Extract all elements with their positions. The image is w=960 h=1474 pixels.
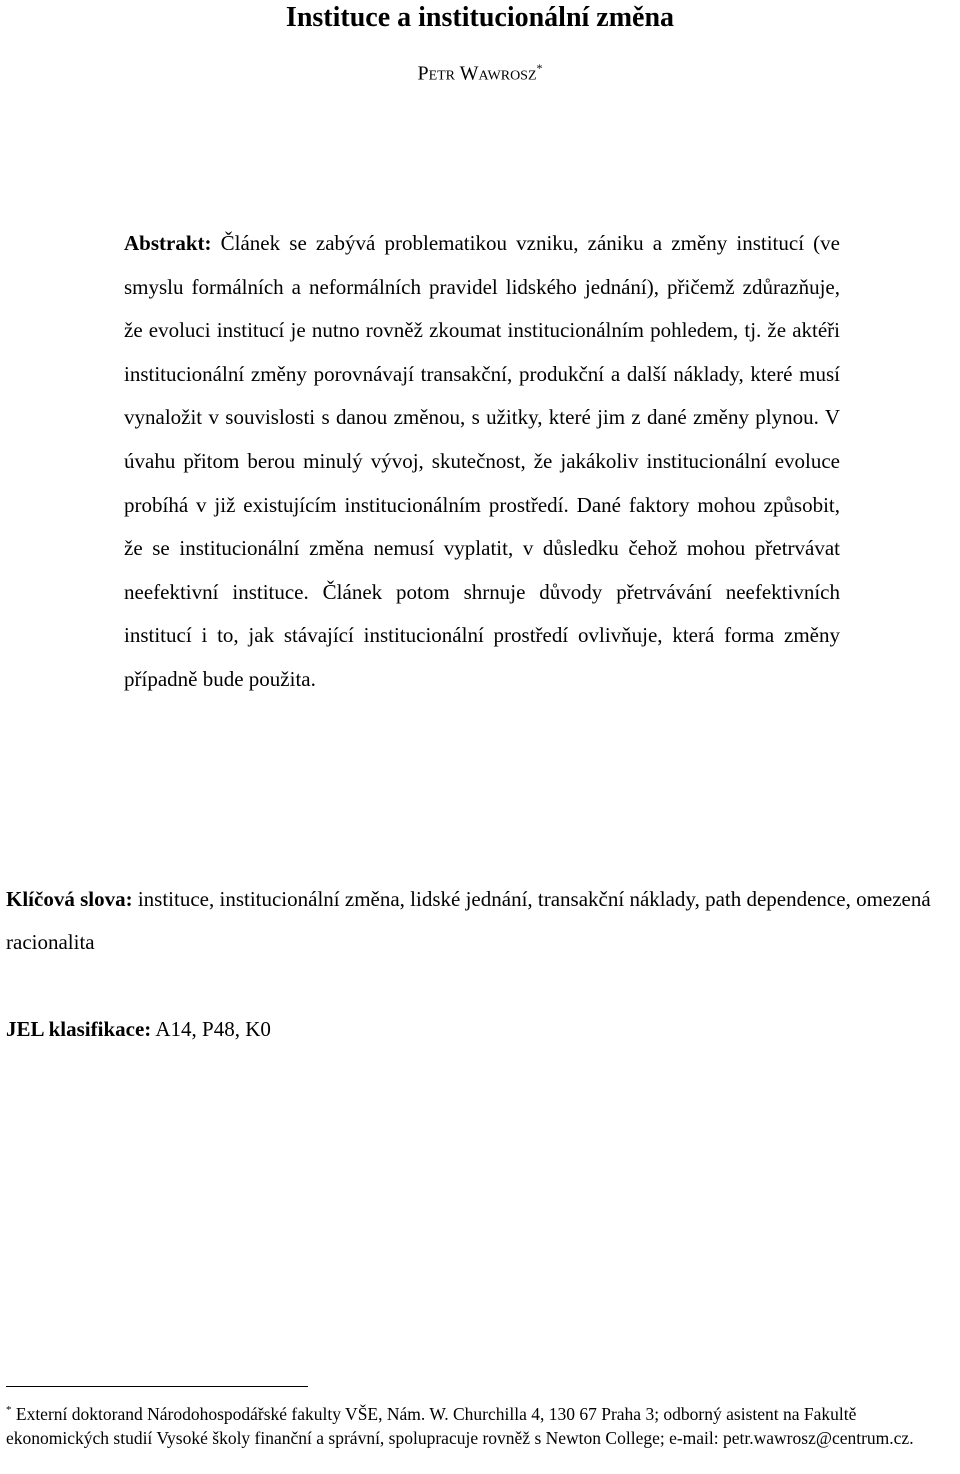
author-footnote-marker[interactable]: * <box>536 61 543 75</box>
paper-title: Instituce a institucionální změna <box>285 2 675 33</box>
author-line <box>0 54 960 88</box>
abstract-text: Článek se zabývá problematikou vzniku, zániku a změny institucí (ve smyslu formálních a neformálních pravidel lidského jednání), přičemž zdůrazňuje, že evoluci institucí je nutno rovněž zkoumat institucionálním pohledem, tj. že aktéři institucionální změny porovnávají transakční, produkční a další náklady, které musí vynaložit v souvislosti s danou změnou, s užitky, které jim z dané změny plynou. V úvahu přitom berou minulý vývoj, skutečnost, že jakákoliv institucionální evoluce probíhá v již existujícím institucionálním prostředí. Dané faktory mohou způsobit, že se institucionální změna nemusí vyplatit, v důsledku čehož mohou přetrvávat neefektivní instituce. Článek potom shrnuje důvody přetrvávání neefektivních institucí i to, jak stávající institucionální prostředí ovlivňuje, která forma změny případně bude použita. <box>124 231 840 691</box>
abstract-label: Abstrakt: <box>124 231 212 255</box>
keywords-text: instituce, institucionální změna, lidské jednání, transakční náklady, path dependence, omezená racionalita <box>6 887 931 954</box>
footnote-text: Externí doktorand Národohospodářské fakulty VŠE, Nám. W. Churchilla 4, 130 67 Praha 3; odborný asistent na Fakultě ekonomických studií Vysoké školy finanční a správní, spolupracuje rovněž s Newton College; e-mail: petr.wawrosz@centrum.cz. <box>6 1403 914 1449</box>
abstract-paragraph <box>124 222 840 702</box>
jel-classification <box>6 1008 956 1051</box>
keywords-label: Klíčová slova: <box>6 887 133 911</box>
jel-text: A14, P48, K0 <box>151 1017 271 1041</box>
footnote-marker: * <box>6 1404 12 1416</box>
footnote-separator <box>6 1386 308 1387</box>
keywords-paragraph <box>6 878 956 964</box>
author-name: Petr Wawrosz <box>417 62 537 85</box>
jel-label: JEL klasifikace: <box>6 1017 152 1041</box>
footnote <box>6 1398 956 1451</box>
